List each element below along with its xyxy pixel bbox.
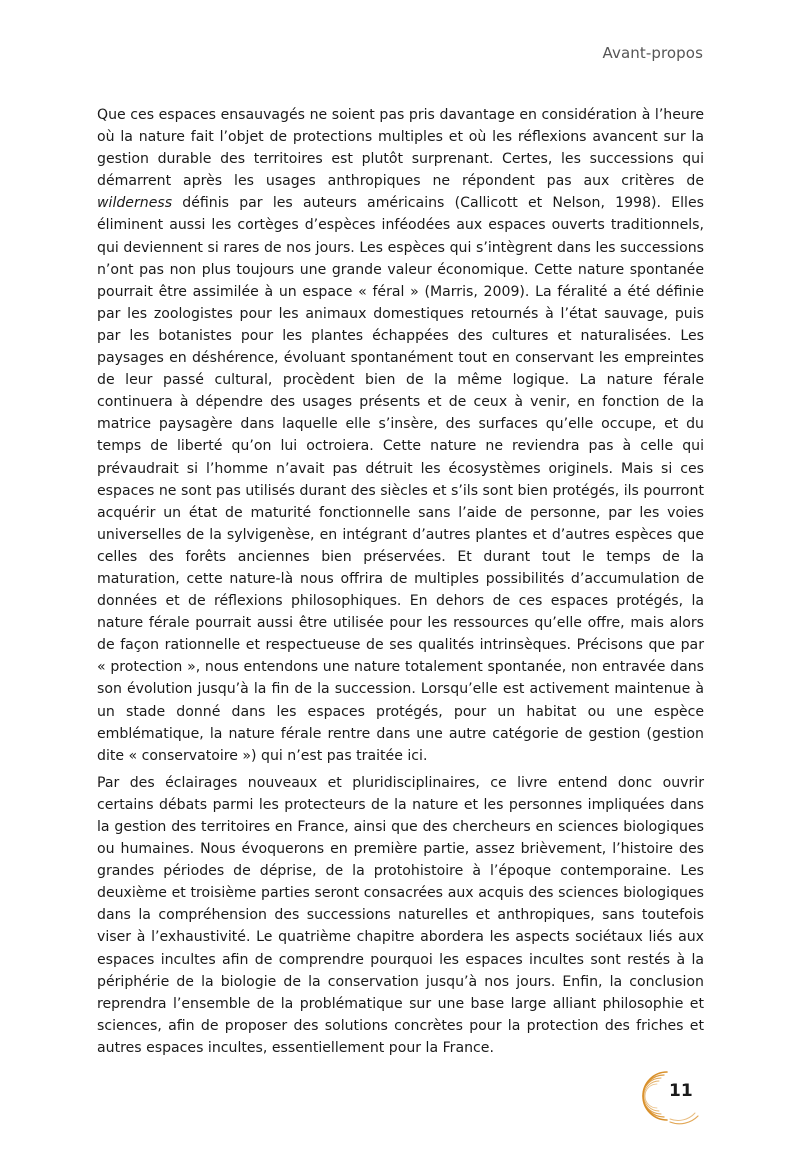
- paragraph-1: [97, 104, 704, 767]
- page-number: 11: [669, 1081, 693, 1101]
- paragraph-2-text: Par des éclairages nouveaux et pluridisciplinaires, ce livre entend donc ouvrir certains débats parmi les protecteurs de la nature et les personnes impliquées dans la gestion des territoires en France, ainsi que des chercheurs en sciences biologiques ou humaines. Nous évoquerons en première partie, assez brièvement, l’histoire des grandes périodes de déprise, de la protohistoire à l’époque contemporaine. Les deuxième et troisième parties seront consacrées aux acquis des sciences biologiques dans la compréhension des successions naturelles et anthropiques, sans toutefois viser à l’exhaustivité. Le quatrième chapitre abordera les aspects sociétaux liés aux espaces incultes afin de comprendre pourquoi les espaces incultes sont restés à la périphérie de la biologie de la conservation jusqu’à nos jours. Enfin, la conclusion reprendra l’ensemble de la problématique sur une base large alliant philosophie et sciences, afin de proposer des solutions concrètes pour la protection des friches et autres espaces incultes, essentiellement pour la France.: [97, 774, 704, 1056]
- wilderness-term: wilderness: [97, 195, 173, 212]
- running-header: Avant-propos: [602, 44, 703, 62]
- page-number-block: [640, 1066, 710, 1126]
- paragraph-2: [97, 772, 704, 1059]
- body-text: [97, 104, 704, 1059]
- paragraph-1-part-a: Que ces espaces ensauvagés ne soient pas pris davantage en considération à l’heure où la nature fait l’objet de protections multiples et où les réflexions avancent sur la gestion durable des territoires est plutôt surprenant. Certes, les successions qui démarrent après les usages anthropiques ne répondent pas aux critères de: [97, 107, 704, 190]
- paragraph-1-part-b: définis par les auteurs américains (Callicott et Nelson, 1998). Elles éliminent aussi les cortèges d’espèces inféodées aux espaces ouverts traditionnels, qui deviennent si rares de nos jours. Les espèces qui s’intègrent dans les successions n’ont pas non plus toujours une grande valeur économique. Cette nature spontanée pourrait être assimilée à un espace « féral » (Marris, 2009). La féralité a été définie par les zoologistes pour les animaux domestiques retournés à l’état sauvage, puis par les botanistes pour les plantes échappées des cultures et naturalisées. Les paysages en déshérence, évoluant spontanément tout en conservant les empreintes de leur passé cultural, procèdent bien de la même logique. La nature férale continuera à dépendre des usages présents et de ceux à venir, en fonction de la matrice paysagère dans laquelle elle s’insère, des surfaces qu’elle occupe, et du temps de liberté qu’on lui octroiera. Cette nature ne reviendra pas à celle qui prévaudrait si l’homme n’avait pas détruit les écosystèmes originels. Mais si ces espaces ne sont pas utilisés durant des siècles et s’ils sont bien protégés, ils pourront acquérir un état de maturité fonctionnelle sans l’aide de personne, par les voies universelles de la sylvigenèse, en intégrant d’autres plantes et d’autres espèces que celles des forêts anciennes bien préservées. Et durant tout le temps de la maturation, cette nature-là nous offrira de multiples possibilités d’accumulation de données et de réflexions philosophiques. En dehors de ces espaces protégés, la nature férale pourrait aussi être utilisée pour les ressources qu’elle offre, mais alors de façon rationnelle et respectueuse de ses qualités intrinsèques. Précisons que par « protection », nous entendons une nature totalement spontanée, non entravée dans son évolution jusqu’à la fin de la succession. Lorsqu’elle est activement maintenue à un stade donné dans les espaces protégés, pour un habitat ou une espèce emblématique, la nature férale rentre dans une autre catégorie de gestion (gestion dite « conservatoire ») qui n’est pas traitée ici.: [97, 195, 704, 764]
